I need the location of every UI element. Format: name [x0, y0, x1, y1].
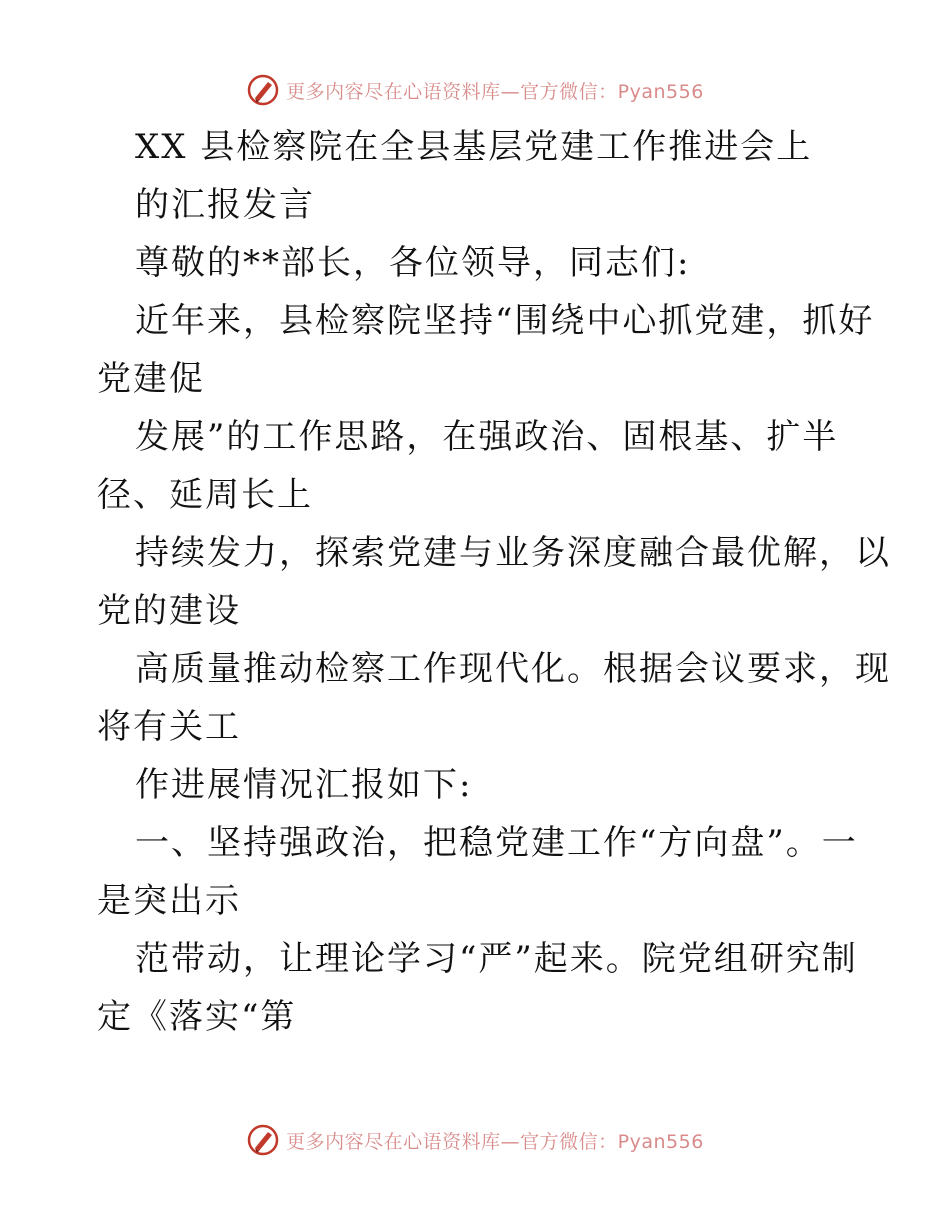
watermark-text: 更多内容尽在心语资料库—官方微信：Pyan556 [286, 80, 704, 103]
paragraph-line: 持续发力，探索党建与业务深度融合最优解，以 [135, 533, 891, 573]
section-heading-line: 一、坚持强政治，把稳党建工作“方向盘”。一 [135, 823, 858, 863]
pen-circle-logo-icon [246, 1123, 280, 1157]
paragraph-line: 发展”的工作思路，在强政治、固根基、扩半 [135, 417, 839, 457]
paragraph-line: 范带动，让理论学习“严”起来。院党组研究制 [135, 939, 858, 979]
paragraph-line: 将有关工 [97, 707, 241, 747]
paragraph-line: 作进展情况汇报如下: [135, 765, 473, 805]
watermark-text: 更多内容尽在心语资料库—官方微信：Pyan556 [286, 1130, 704, 1153]
paragraph-line: 党的建设 [97, 591, 241, 631]
watermark-bottom [0, 1120, 950, 1160]
paragraph-line: 高质量推动检察工作现代化。根据会议要求，现 [135, 649, 891, 689]
title-line-1: XX 县检察院在全县基层党建工作推进会上 [135, 127, 813, 167]
salutation: 尊敬的**部长，各位领导，同志们: [135, 243, 691, 283]
document-body [97, 118, 891, 1046]
paragraph-line: 定《落实“第 [97, 997, 297, 1037]
pen-circle-logo-icon [246, 73, 280, 107]
paragraph-line: 是突出示 [97, 881, 241, 921]
paragraph-line: 党建促 [97, 359, 205, 399]
title-line-2: 的汇报发言 [135, 185, 315, 225]
paragraph-line: 近年来，县检察院坚持“围绕中心抓党建，抓好 [135, 301, 875, 341]
watermark-top [0, 70, 950, 110]
paragraph-line: 径、延周长上 [97, 475, 313, 515]
